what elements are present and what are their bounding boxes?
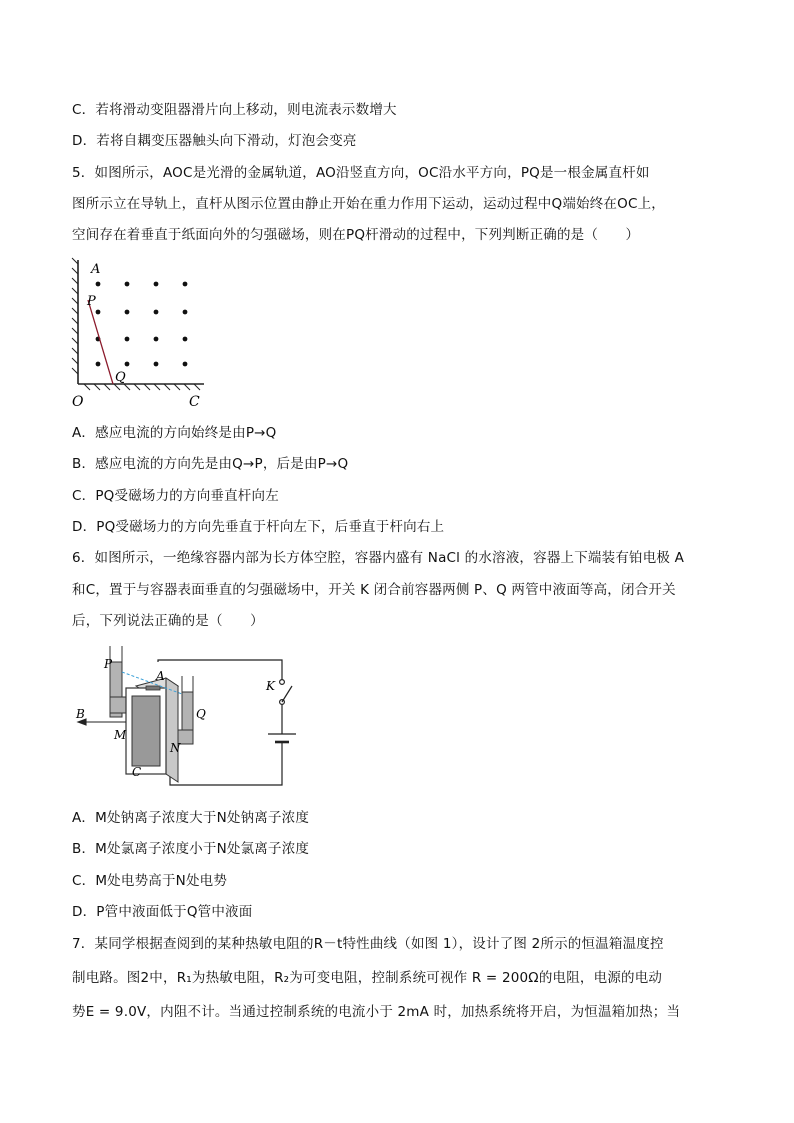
q6-option-d: D．P管中液面低于Q管中液面: [72, 904, 253, 920]
label-m: M: [114, 728, 127, 742]
label-c: C: [189, 394, 200, 410]
rod-pq: [88, 300, 113, 384]
q5-stem-line-2: 图所示立在导轨上，直杆从图示位置由静止开始在重力作用下运动，运动过程中Q端始终在OC上，: [72, 196, 665, 212]
q5-figure: [68, 256, 218, 412]
q6-option-c: C．M处电势高于N处电势: [72, 873, 228, 889]
label-k: K: [266, 679, 275, 693]
magnetic-field-dots: [96, 282, 188, 367]
q6-stem-line-2: 和C，置于与容器表面垂直的匀强磁场中，开关 K 闭合前容器两侧 P、Q 两管中液面等高，闭合开关: [72, 582, 676, 598]
q7-stem-line-3: 势E = 9.0V，内阻不计。当通过控制系统的电流小于 2mA 时，加热系统将开启，为恒温箱加热；当: [72, 1004, 681, 1020]
q7-stem-line-1: 7．某同学根据查阅到的某种热敏电阻的R－t特性曲线（如图 1），设计了图 2所示的恒温箱温度控: [72, 936, 664, 952]
floor-hatch: [78, 384, 204, 390]
label-q: Q: [115, 370, 126, 385]
label-a: A: [156, 669, 165, 683]
q5-stem-line-1: 5．如图所示，AOC是光滑的金属轨道，AO沿竖直方向，OC沿水平方向，PQ是一根金属直杆如: [72, 165, 650, 181]
battery: [268, 734, 296, 742]
label-p: P: [104, 657, 113, 671]
switch-k: [280, 680, 292, 705]
q5-option-c: C．PQ受磁场力的方向垂直杆向左: [72, 488, 279, 504]
q6-stem-line-3: 后，下列说法正确的是（ ）: [72, 613, 264, 629]
q5-option-d: D．PQ受磁场力的方向先垂直于杆向左下，后垂直于杆向右上: [72, 519, 445, 535]
label-o: O: [72, 394, 84, 410]
label-q: Q: [196, 707, 206, 721]
prev-option-c: C．若将滑动变阻器滑片向上移动，则电流表示数增大: [72, 102, 397, 118]
label-b: B: [76, 707, 85, 721]
q5-stem-line-3: 空间存在着垂直于纸面向外的匀强磁场，则在PQ杆滑动的过程中，下列判断正确的是（ ）: [72, 227, 640, 243]
field-arrow-b: [78, 719, 126, 725]
label-c: C: [132, 765, 142, 779]
q6-option-b: B．M处氯离子浓度小于N处氯离子浓度: [72, 841, 310, 857]
q6-figure: [70, 642, 310, 792]
label-a: A: [91, 262, 101, 277]
label-n: N: [170, 741, 181, 755]
label-p: P: [87, 294, 96, 309]
q5-option-b: B．感应电流的方向先是由Q→P，后是由P→Q: [72, 456, 349, 472]
q5-option-a: A．感应电流的方向始终是由P→Q: [72, 425, 277, 441]
q6-option-a: A．M处钠离子浓度大于N处钠离子浓度: [72, 810, 310, 826]
wall-hatch: [72, 258, 78, 384]
q6-stem-line-1: 6．如图所示，一绝缘容器内部为长方体空腔，容器内盛有 NaCl 的水溶液，容器上下端装有铂电极 A: [72, 550, 685, 566]
q7-stem-line-2: 制电路。图2中，R₁为热敏电阻，R₂为可变电阻，控制系统可视作 R = 200Ω的电阻，电源的电动: [72, 970, 663, 986]
prev-option-d: D．若将自耦变压器触头向下滑动，灯泡会变亮: [72, 133, 357, 149]
